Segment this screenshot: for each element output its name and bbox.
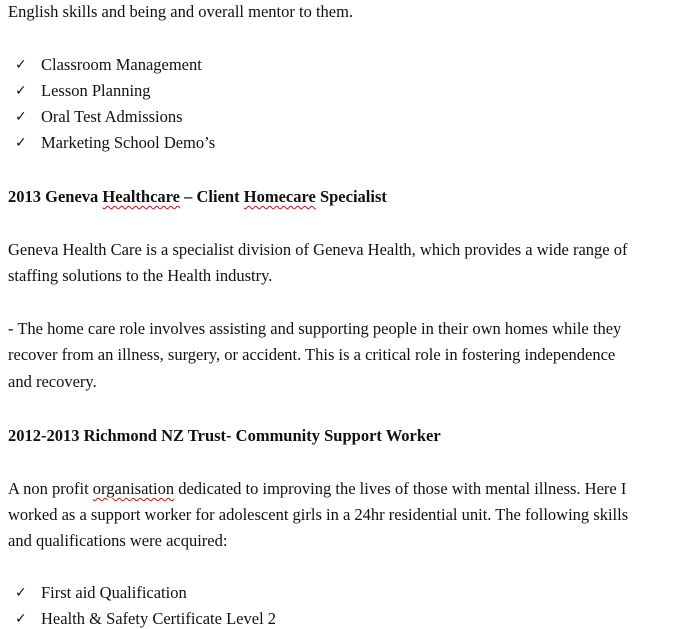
list-item [8, 107, 408, 127]
intro-line: English skills and being and overall mentor to them. [8, 2, 354, 21]
paragraph-line: staffing solutions to the Health industry. [8, 266, 273, 285]
checkmark-icon: ✓ [15, 83, 27, 99]
heading-text: – Client [180, 187, 244, 206]
paragraph-line: recover from an illness, surgery, or accident. This is a critical role in fostering independence [8, 345, 616, 364]
spellcheck-word: organisation [92, 479, 175, 498]
paragraph-text: A non profit [8, 479, 93, 498]
paragraph-line: and qualifications were acquired: [8, 531, 228, 550]
checkmark-icon: ✓ [15, 611, 27, 627]
paragraph-text: dedicated to improving the lives of those with mental illness. Here I [174, 479, 627, 498]
checkmark-icon: ✓ [15, 585, 27, 601]
checkmark-icon: ✓ [15, 109, 27, 125]
job-heading-geneva [8, 187, 387, 207]
list-item-label: First aid Qualification [41, 583, 187, 602]
heading-text: Specialist [315, 187, 387, 206]
list-item [8, 609, 408, 629]
list-item-label: Lesson Planning [41, 81, 151, 100]
spellcheck-word: Healthcare [102, 187, 181, 206]
list-item [8, 55, 408, 75]
heading-text: 2013 Geneva [8, 187, 103, 206]
list-item-label: Health & Safety Certificate Level 2 [41, 609, 277, 628]
list-item-label: Marketing School Demo’s [41, 133, 216, 152]
paragraph-line [8, 479, 626, 499]
checkmark-icon: ✓ [15, 135, 27, 151]
checkmark-icon: ✓ [15, 57, 27, 73]
list-item [8, 133, 408, 153]
spellcheck-word: Homecare [243, 187, 316, 206]
job-heading-richmond: 2012-2013 Richmond NZ Trust- Community Support Worker [8, 426, 441, 445]
list-item [8, 583, 408, 603]
list-item-label: Classroom Management [41, 55, 202, 74]
paragraph-line: worked as a support worker for adolescent girls in a 24hr residential unit. The following skills [8, 505, 629, 524]
list-item [8, 81, 408, 101]
paragraph-line: - The home care role involves assisting and supporting people in their own homes while they [8, 319, 622, 338]
paragraph-line: and recovery. [8, 372, 97, 391]
paragraph-line: Geneva Health Care is a specialist division of Geneva Health, which provides a wide range of [8, 240, 628, 259]
list-item-label: Oral Test Admissions [41, 107, 183, 126]
